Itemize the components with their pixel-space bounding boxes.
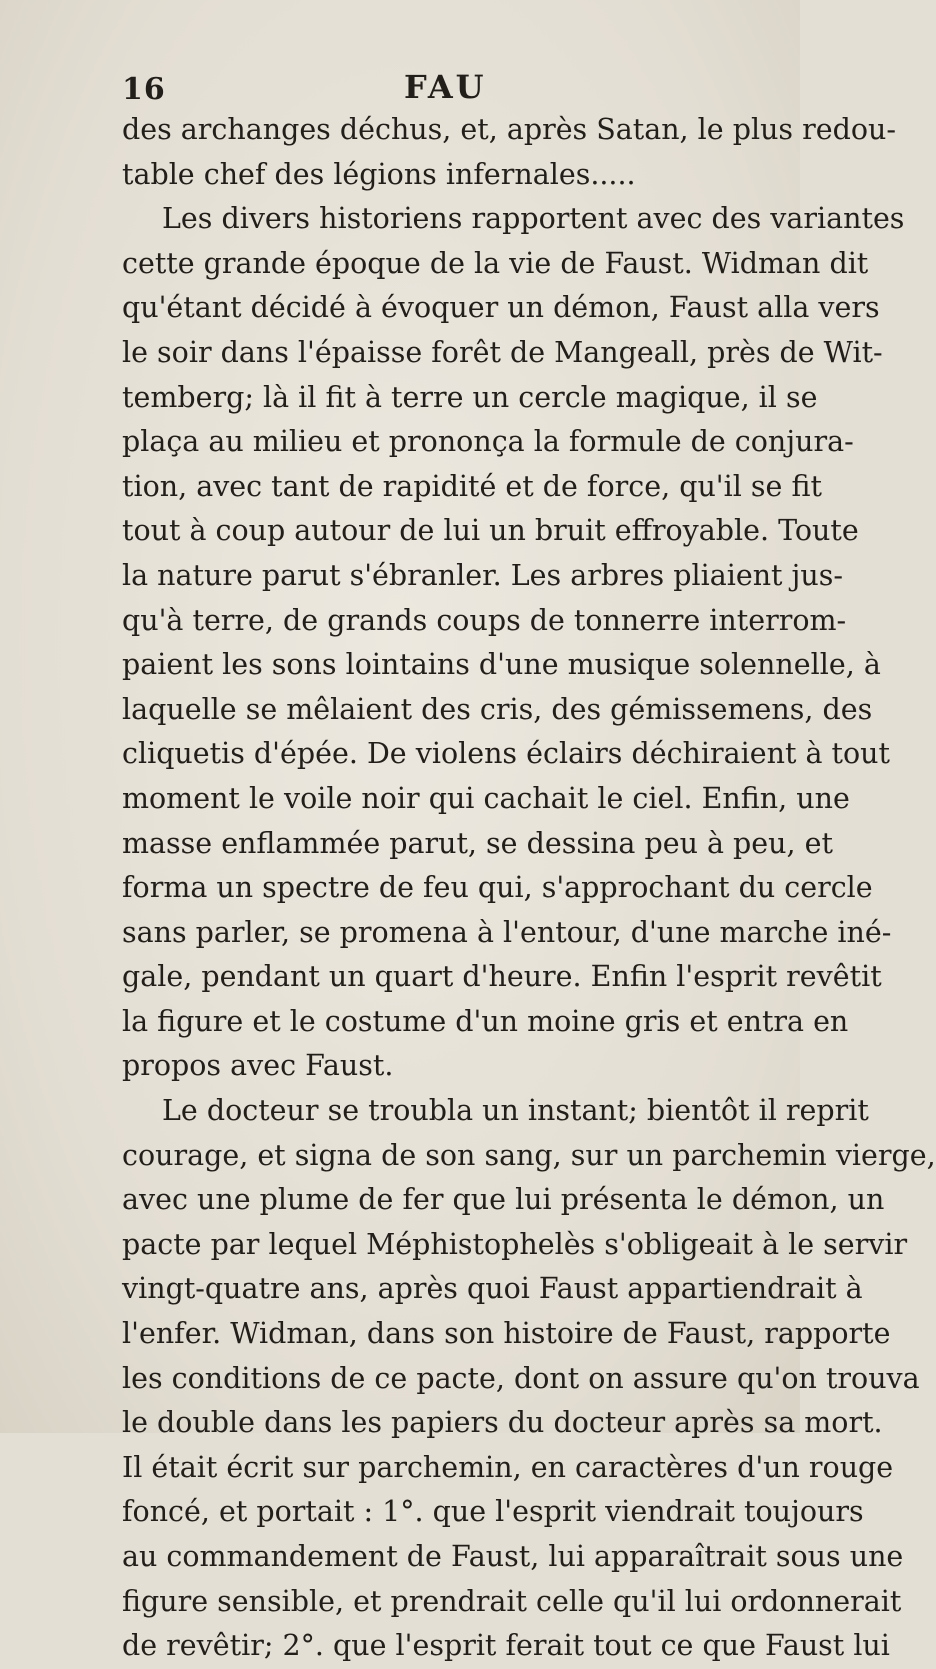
text-line: plaça au milieu et prononça la formule de conjura- <box>122 425 854 459</box>
text-line: la nature parut s'ébranler. Les arbres pliaient jus- <box>122 558 844 592</box>
text-line: tion, avec tant de rapidité et de force, qu'il se fit <box>122 469 822 503</box>
running-head: FAU <box>404 68 487 106</box>
text-line: Il était écrit sur parchemin, en caractères d'un rouge <box>122 1450 894 1484</box>
text-line: pacte par lequel Méphistophelès s'obligeait à le servir <box>122 1227 908 1261</box>
page-header <box>122 60 722 110</box>
text-line: le double dans les papiers du docteur après sa mort. <box>122 1406 883 1440</box>
paragraph-start-line: Les divers historiens rapportent avec des variantes <box>162 202 905 236</box>
page-number: 16 <box>122 72 166 107</box>
text-line: propos avec Faust. <box>122 1049 394 1083</box>
text-line: laquelle se mêlaient des cris, des gémissemens, des <box>122 692 873 726</box>
text-line: masse enflammée parut, se dessina peu à peu, et <box>122 826 833 860</box>
text-line: de revêtir; 2°. que l'esprit ferait tout ce que Faust lui <box>122 1629 890 1663</box>
text-line: avec une plume de fer que lui présenta le démon, un <box>122 1183 885 1217</box>
text-line: moment le voile noir qui cachait le ciel. Enfin, une <box>122 781 850 815</box>
paragraph-start-line: Le docteur se troubla un instant; bientôt il reprit <box>162 1094 869 1128</box>
text-line: vingt-quatre ans, après quoi Faust appartiendrait à <box>122 1272 863 1306</box>
body-text <box>122 108 936 1669</box>
text-line: au commandement de Faust, lui apparaîtrait sous une <box>122 1540 904 1573</box>
text-line: temberg; là il fit à terre un cercle magique, il se <box>122 380 818 414</box>
text-line: courage, et signa de son sang, sur un parchemin vierge, <box>122 1138 936 1172</box>
text-line: le soir dans l'épaisse forêt de Mangeall, près de Wit- <box>122 335 883 369</box>
text-line: cette grande époque de la vie de Faust. Widman dit <box>122 246 869 280</box>
text-line: figure sensible, et prendrait celle qu'il lui ordonnerait <box>122 1584 902 1618</box>
text-line: tout à coup autour de lui un bruit effroyable. Toute <box>122 514 859 548</box>
text-line: les conditions de ce pacte, dont on assure qu'on trouva <box>122 1361 920 1395</box>
text-line: paient les sons lointains d'une musique solennelle, à <box>122 648 881 682</box>
text-line: qu'étant décidé à évoquer un démon, Faust alla vers <box>122 291 880 325</box>
text-line: cliquetis d'épée. De violens éclairs déchiraient à tout <box>122 737 890 771</box>
text-line: l'enfer. Widman, dans son histoire de Faust, rapporte <box>122 1317 891 1351</box>
text-line: foncé, et portait : 1°. que l'esprit viendrait toujours <box>122 1495 864 1529</box>
text-line: qu'à terre, de grands coups de tonnerre interrom- <box>122 603 847 637</box>
text-line: gale, pendant un quart d'heure. Enfin l'esprit revêtit <box>122 960 882 994</box>
text-line: table chef des légions infernales..... <box>122 157 636 191</box>
text-line: la figure et le costume d'un moine gris et entra en <box>122 1004 849 1038</box>
text-line: des archanges déchus, et, après Satan, le plus redou- <box>122 113 896 146</box>
text-line: sans parler, se promena à l'entour, d'une marche iné- <box>122 915 892 949</box>
text-line: forma un spectre de feu qui, s'approchant du cercle <box>122 871 873 905</box>
